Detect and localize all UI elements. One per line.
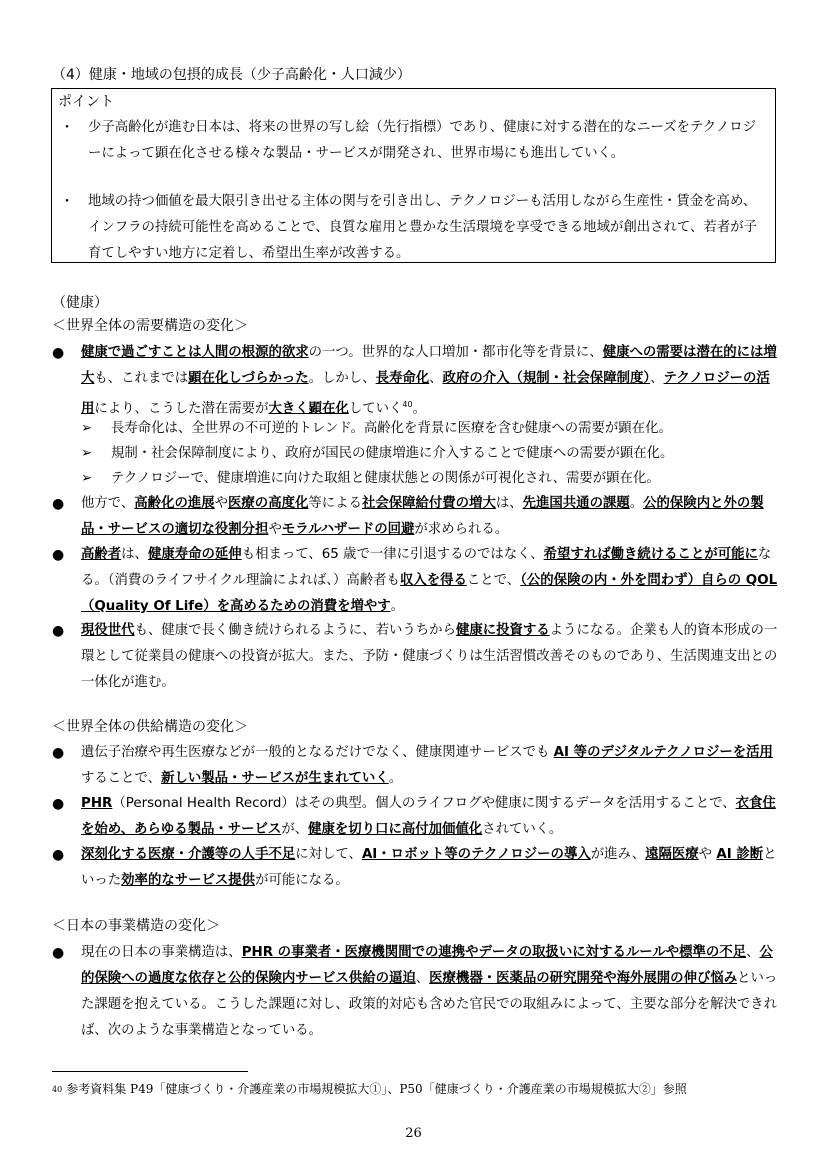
category-label: （健康）	[52, 295, 108, 311]
page-number: 26	[405, 1126, 422, 1141]
emphasis: 公的保険内と外の製品・サービスの適切な役割分担	[81, 496, 764, 537]
bullet-dot: ●	[52, 945, 65, 961]
emphasis: 医療機器・医薬品の研究開発や海外展開の伸び悩み	[429, 971, 738, 986]
bullet-dot: ●	[52, 496, 65, 512]
text: されていく。	[482, 822, 563, 837]
emphasis: 高齢者	[81, 547, 122, 562]
point-bullet: ・	[60, 194, 74, 210]
point-text: 地域の持つ価値を最大限引き出せる主体の関与を引き出し、テクノロジーも活用しながら生産性・賃金を高め、インフラの持続可能性を高めることで、良質な雇用と豊かな生活環境を享受できる地域が創出されて、若者が子育てしやすい地方に定着し、希望出生率が改善する。	[88, 194, 757, 261]
text: により、こうした潜在需要が	[94, 401, 269, 417]
text: も相まって、65 歳で一律に引退するのではなく、	[241, 547, 544, 562]
emphasis: （公的保険の内・外を問わず）自らの QOL（Quality Of Life）を高めるための消費を増やす	[81, 573, 778, 614]
text: の一つ。世界的な人口増加・都市化等を背景に、	[308, 345, 603, 360]
text: 。	[390, 599, 405, 614]
sub-text: テクノロジーで、健康増進に向けた取組と健康状態との関係が可視化され、需要が顕在化。	[111, 471, 660, 486]
text: が、	[281, 822, 309, 837]
supply-heading: ＜世界全体の供給構造の変化＞	[52, 719, 248, 735]
text: 、	[415, 971, 430, 986]
text: に対して、	[295, 847, 362, 862]
text: も、これまでは	[94, 371, 189, 386]
footnote	[52, 1080, 772, 1099]
bullet-dot: ●	[52, 847, 65, 863]
demand-paragraph-1	[81, 340, 781, 422]
text: 、	[746, 945, 760, 960]
text: も、健康で長く働き続けられるように、若いうちから	[134, 623, 456, 638]
japan-paragraph-1	[81, 940, 781, 1044]
demand-paragraph-3	[81, 542, 781, 620]
supply-paragraph-2	[81, 791, 781, 843]
bullet-dot: ●	[52, 623, 65, 639]
text: なる。（消費のライフサイクル理論によれば、）高齢者も	[81, 547, 772, 588]
emphasis: 長寿命化	[375, 371, 430, 386]
footnote-number: 40	[52, 1085, 63, 1094]
emphasis: AI 診断	[716, 847, 764, 862]
text: 、	[429, 371, 443, 386]
emphasis: 先進国共通の課題	[522, 496, 630, 511]
text: といった	[81, 847, 777, 888]
footnote-ref[interactable]: 40	[402, 400, 413, 409]
text: 。	[388, 771, 403, 786]
emphasis: 希望すれば働き続けることが可能に	[543, 547, 758, 562]
emphasis: 社会保障給付費の増大	[361, 496, 496, 511]
text: していく	[348, 401, 403, 417]
bullet-dot: ●	[52, 547, 65, 563]
emphasis: テクノロジーの活用	[81, 371, 770, 417]
section-title: （4）健康・地域の包摂的成長（少子高齢化・人口減少）	[52, 67, 411, 83]
text: 。しかし、	[308, 371, 376, 386]
emphasis: PHR	[81, 796, 113, 811]
emphasis: AI 等のデジタルテクノロジーを活用	[553, 745, 773, 760]
japan-heading: ＜日本の事業構造の変化＞	[52, 918, 220, 934]
emphasis: 健康を切り口に高付加価値化	[308, 822, 483, 837]
emphasis: 健康への需要は潜在的には増大	[81, 345, 777, 386]
supply-paragraph-3	[81, 842, 781, 894]
bullet-dot: ●	[52, 745, 65, 761]
footnote-text: 参考資料集 P49「健康づくり・介護産業の市場規模拡大①」、P50「健康づくり・介護産業の市場規模拡大②」参照	[66, 1082, 687, 1096]
footnote-divider	[52, 1071, 248, 1072]
text: ようになる。企業も人的資本形成の一環として従業員の健康への投資が拡大。また、予防・健康づくりは生活習慣改善そのものであり、生活関連支出との一体化が進む。	[81, 623, 778, 690]
emphasis: PHR の事業者・医療機関間での連携やデータの取扱いに対するルールや標準の不足	[241, 945, 747, 960]
emphasis: 効率的なサービス提供	[121, 873, 256, 888]
text: は、	[495, 496, 523, 511]
supply-paragraph-1	[81, 740, 781, 792]
emphasis: AI・ロボット等のテクノロジーの導入	[361, 847, 591, 862]
emphasis: 遠隔医療	[645, 847, 699, 862]
text: 現在の日本の事業構造は、	[81, 945, 242, 960]
text: や	[214, 496, 229, 511]
point-text: 少子高齢化が進む日本は、将来の世界の写し絵（先行指標）であり、健康に対する潜在的なニーズをテクノロジーによって顕在化させる様々な製品・サービスが開発され、世界市場にも進出していく。	[88, 120, 757, 161]
emphasis: 政府の介入（規制・社会保障制度）	[442, 371, 651, 386]
emphasis: 深刻化する医療・介護等の人手不足	[81, 847, 296, 862]
text: や	[268, 522, 282, 537]
text: 、	[650, 371, 664, 386]
emphasis: 健康に投資する	[455, 623, 550, 638]
arrow-icon: ➢	[81, 471, 93, 486]
text: が求められる。	[414, 522, 509, 537]
emphasis: モラルハザードの回避	[281, 522, 415, 537]
text: や	[698, 847, 717, 862]
text: が可能になる。	[255, 873, 349, 888]
text: 。	[412, 401, 426, 417]
point-box	[51, 88, 776, 263]
text: は、	[121, 547, 148, 562]
arrow-icon: ➢	[81, 421, 93, 436]
text: （Personal Health Record）はその典型。個人のライフログや健康に関するデータを活用することで、	[112, 796, 736, 811]
emphasis: 収入を得る	[399, 573, 467, 588]
bullet-dot: ●	[52, 796, 65, 812]
emphasis: 健康寿命の延伸	[147, 547, 242, 562]
demand-paragraph-4	[81, 618, 781, 696]
text: が進み、	[590, 847, 646, 862]
text: 他方で、	[81, 496, 135, 511]
emphasis: 医療の高度化	[228, 496, 309, 511]
text: 遺伝子治療や再生医療などが一般的となるだけでなく、健康関連サービスでも	[81, 745, 554, 760]
emphasis: 顕在化しづらかった	[188, 371, 309, 386]
text: 等による	[308, 496, 362, 511]
sub-text: 規制・社会保障制度により、政府が国民の健康増進に介入することで健康への需要が顕在化。	[111, 446, 674, 461]
text: 。	[629, 496, 644, 511]
arrow-icon: ➢	[81, 446, 93, 461]
emphasis: 衣食住を始め、あらゆる製品・サービス	[81, 796, 776, 837]
sub-text: 長寿命化は、全世界の不可逆的トレンド。高齢化を背景に医療を含む健康への需要が顕在化。	[111, 421, 672, 436]
point-bullet: ・	[60, 120, 74, 136]
text: といった課題を抱えている。こうした課題に対し、政策的対応も含めた官民での取組みによって、主要な部分を解決できれば、次のような事業構造となっている。	[81, 971, 778, 1038]
emphasis: 大きく顕在化	[268, 401, 349, 417]
emphasis: 健康で過ごすことは人間の根源的欲求	[81, 345, 309, 360]
sub-item	[81, 416, 672, 442]
text: することで、	[81, 771, 162, 786]
point-box-label: ポイント	[58, 94, 114, 110]
sub-item	[81, 466, 660, 492]
demand-paragraph-2	[81, 491, 781, 543]
emphasis: 高齢化の進展	[134, 496, 215, 511]
emphasis: 新しい製品・サービスが生まれていく	[161, 771, 389, 786]
emphasis: 現役世代	[81, 623, 135, 638]
bullet-dot: ●	[52, 345, 65, 361]
text: ことで、	[466, 573, 521, 588]
emphasis: 公的保険への過度な依存と公的保険内サービス供給の逼迫	[81, 945, 773, 986]
demand-heading: ＜世界全体の需要構造の変化＞	[52, 318, 248, 334]
sub-item	[81, 441, 673, 467]
